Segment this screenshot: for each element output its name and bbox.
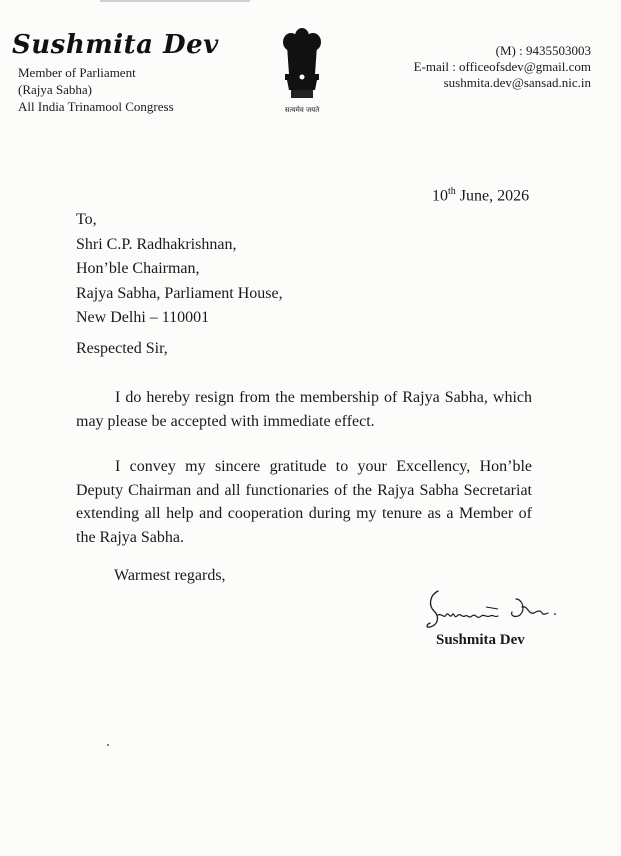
address-line: To,: [76, 211, 97, 228]
date-day: 10: [432, 187, 448, 205]
handwritten-signature: [424, 585, 574, 633]
lion-capital-icon: [279, 24, 325, 104]
letterhead-titles: [12, 64, 219, 115]
date-month-year: June, 2026: [455, 187, 530, 205]
contact-email-secondary: sushmita.dev@sansad.nic.in: [443, 75, 591, 90]
letter-date: [432, 186, 529, 205]
letterhead-title-line: Member of Parliament: [18, 65, 136, 80]
recipient-address: [76, 208, 283, 331]
address-line: Rajya Sabha, Parliament House,: [76, 284, 283, 302]
letterhead-left: [12, 30, 219, 115]
address-line: Hon’ble Chairman,: [76, 260, 200, 277]
letterhead-contact: [414, 43, 591, 91]
emblem-motto: सत्यमेव जयते: [284, 106, 320, 114]
date-suffix: th: [448, 186, 456, 197]
state-emblem: [272, 24, 332, 115]
contact-mobile: (M) : 9435503003: [495, 43, 591, 58]
salutation: Respected Sir,: [76, 340, 168, 357]
signer-name: Sushmita Dev: [436, 632, 525, 648]
address-line: Shri C.P. Radhakrishnan,: [76, 235, 237, 253]
top-edge-mark: [100, 0, 250, 2]
body-paragraph-1: I do hereby resign from the membership of Rajya Sabha, which may please be accepted with immediate effect.: [76, 389, 532, 430]
contact-email-primary: E-mail : officeofsdev@gmail.com: [413, 59, 591, 74]
letterhead-signature-name: Sushmita Dev: [12, 30, 219, 60]
body-paragraph-2: I convey my sincere gratitude to your Excellency, Hon’ble Deputy Chairman and all functionaries of the Rajya Sabha Secretariat extending all help and cooperation during my tenure as a Member of the Rajya Sabha.: [76, 458, 532, 546]
address-line: New Delhi – 110001: [76, 309, 210, 326]
closing: Warmest regards,: [114, 567, 226, 584]
letterhead-title-line: (Rajya Sabha): [18, 82, 93, 97]
paper-speck: [107, 744, 109, 746]
letterhead-title-line: All India Trinamool Congress: [18, 99, 174, 114]
